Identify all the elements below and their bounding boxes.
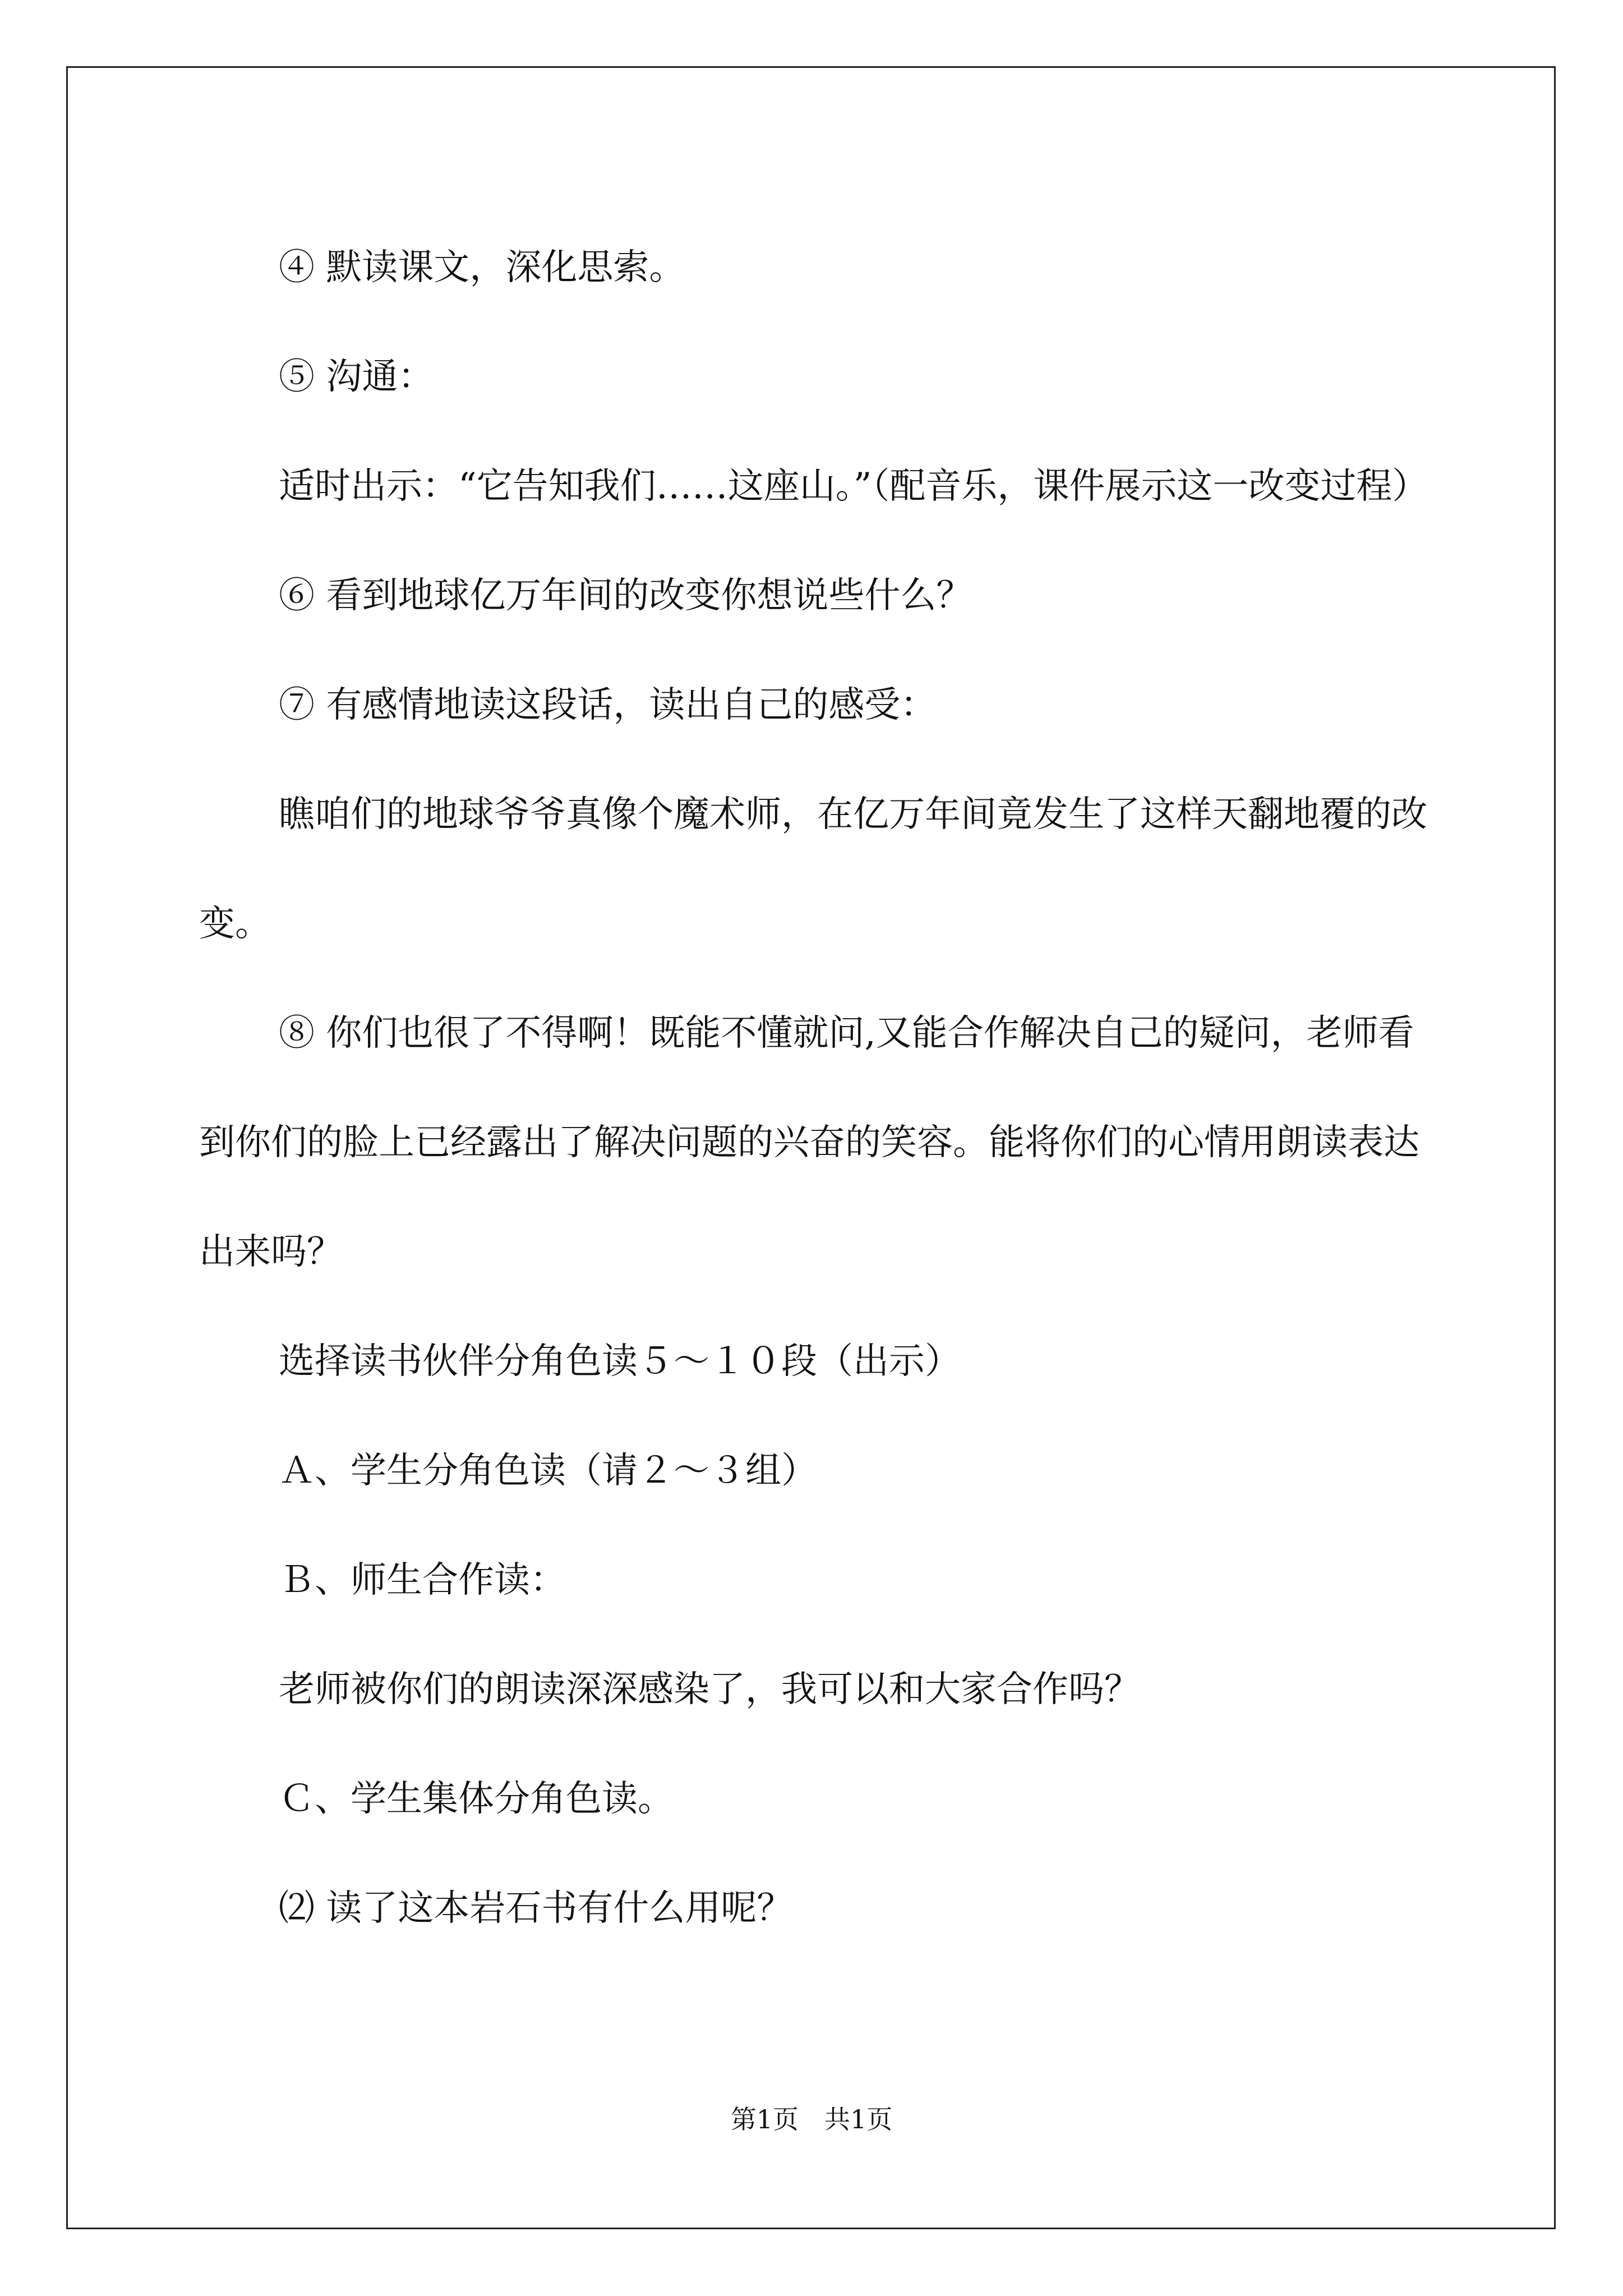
paragraph-question-2: ⑵ 读了这本岩石书有什么用呢？	[279, 1888, 793, 1929]
paragraph-step-6: ⑥ 看到地球亿万年间的改变你想说些什么？	[279, 575, 972, 616]
paragraph-step-5: ⑤ 沟通：	[279, 356, 434, 398]
paragraph-choose-partner: 选择读书伙伴分角色读５～１０段（出示）	[279, 1341, 961, 1382]
paragraph-item-c: Ｃ、学生集体分角色读。	[279, 1778, 674, 1820]
paragraph-earth-magician: 瞧咱们的地球爷爷真像个魔术师，在亿万年间竟发生了这样天翻地覆的改变。	[199, 794, 1427, 945]
paragraph-step-8: ⑧ 你们也很了不得啊！既能不懂就问,又能合作解决自己的疑问，老师看到你们的脸上已经露出了解决问题的兴奋的笑容。能将你们的心情用朗读表达出来吗？	[199, 1013, 1419, 1273]
document-body	[199, 213, 1433, 1963]
paragraph-item-a: Ａ、学生分角色读（请２～３组）	[279, 1450, 817, 1492]
paragraph-teacher-cooperate: 老师被你们的朗读深深感染了，我可以和大家合作吗？	[279, 1669, 1140, 1710]
paragraph-step-7: ⑦ 有感情地读这段话，读出自己的感受：	[279, 684, 937, 726]
paragraph-step-4: ④ 默读课文，深化思索。	[279, 247, 685, 288]
paragraph-show-text: 适时出示：“它告知我们……这座山。”（配音乐，课件展示这一改变过程）	[279, 466, 1428, 507]
page-footer: 第1页 共1页	[730, 2104, 893, 2134]
paragraph-item-b: Ｂ、师生合作读：	[279, 1559, 566, 1601]
